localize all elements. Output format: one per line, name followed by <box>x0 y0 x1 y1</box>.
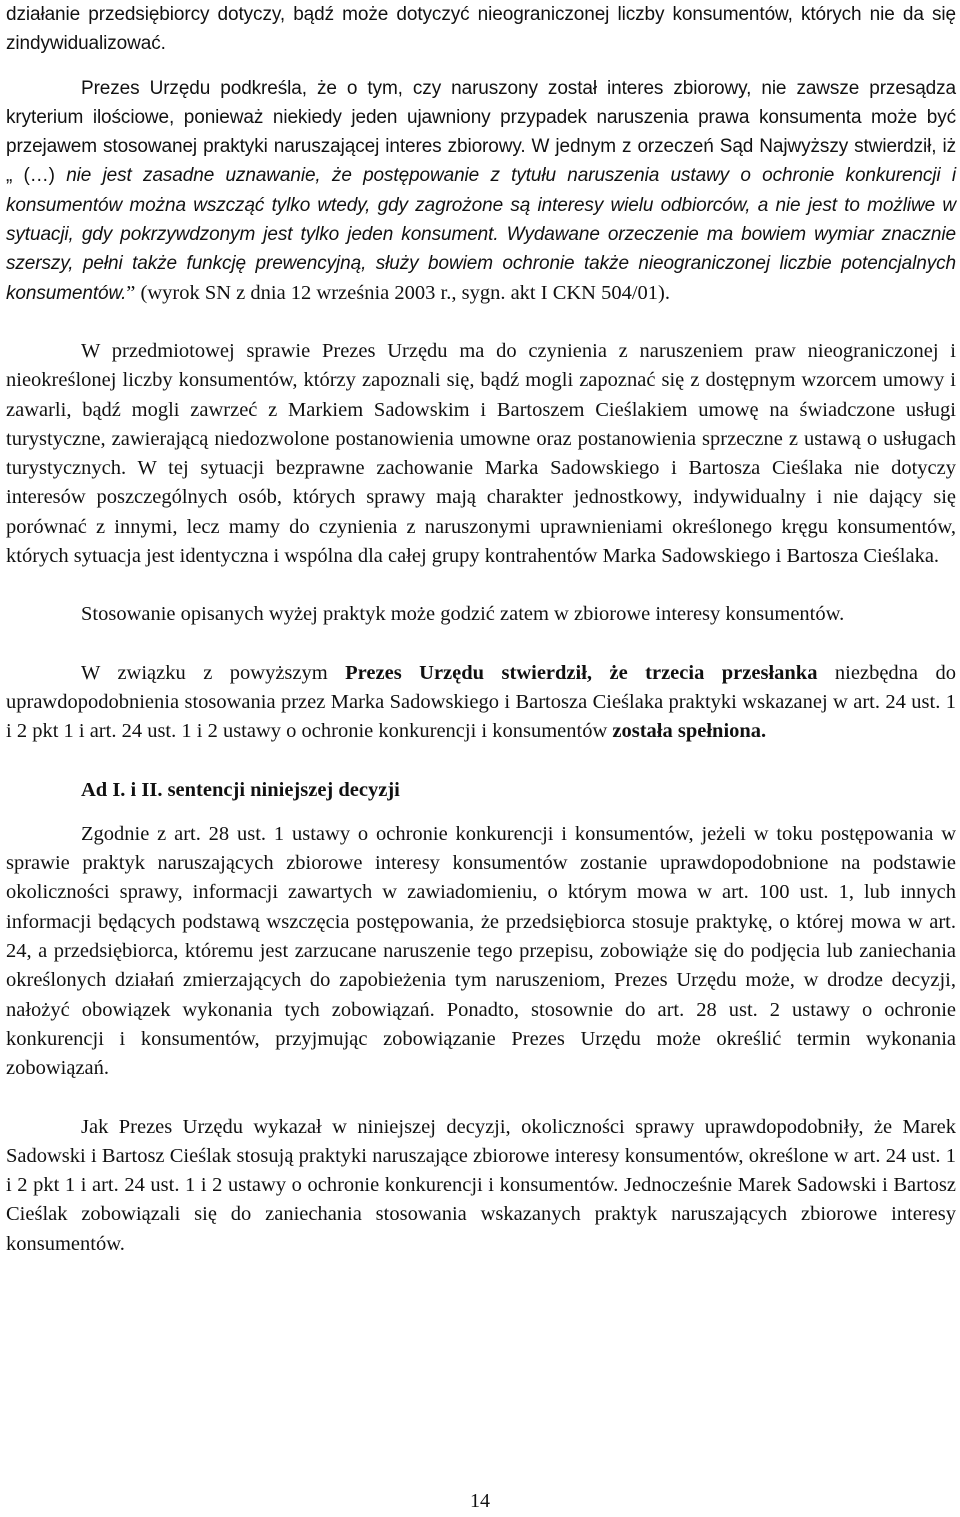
paragraph-gap <box>6 747 956 776</box>
paragraph-conclusion <box>6 659 956 747</box>
page-number: 14 <box>470 1490 490 1512</box>
paragraph-text: Prezes Urzędu podkreśla, że o tym, czy naruszony został interes zbiorowy, nie zawsze przesądza kryterium ilościowe, ponieważ niekiedy jeden ujawniony przypadek naruszenia prawa konsumenta może być przejawem stosowanej praktyki naruszającej interes zbiorowy. <box>6 77 956 158</box>
paragraph-gap <box>6 308 956 337</box>
bold-statement: została spełniona. <box>612 720 767 743</box>
paragraph-practices: Stosowanie opisanych wyżej praktyk może godzić zatem w zbiorowe interesy konsumentów. <box>81 603 845 626</box>
bold-statement: Prezes Urzędu stwierdził, że trzecia przesłanka <box>345 661 818 684</box>
court-citation: ” (wyrok SN z dnia 12 września 2003 r., sygn. akt I CKN 504/01). <box>126 281 670 304</box>
court-quote: nie jest zasadne uznawanie, że postępowanie z tytułu naruszenia ustawy o ochronie konkurencji i konsumentów można wszcząć tylko wtedy, gdy zagrożone są interesy wielu odbiorców, a nie jest to możliwe w sytuacji, gdy pokrzywdzonym jest tylko jeden konsument. Wydawane orzeczenie ma bowiem wymiar znacznie szerszy, pełni także funkcję prewencyjną, służy bowiem ochronie także nieograniczonej liczbie potencjalnych konsumentów. <box>6 165 956 304</box>
paragraph-gap <box>6 571 956 600</box>
document-page <box>6 0 956 1259</box>
paragraph-gap <box>6 59 956 74</box>
paragraph-present-case: W przedmiotowej sprawie Prezes Urzędu ma do czynienia z naruszeniem praw nieograniczonej i nieokreślonej liczby konsumentów, którzy zapoznali się, bądź mogli zapoznać się z dostępnym wzorcem umowy i zawarli, bądź mogli zawrzeć z Markiem Sadowskim i Bartoszem Cieślakiem umowę na świadczone usługi turystyczne, zawierającą niedozwolone postanowienia umowne oraz postanowienia sprzeczne z ustawą o usługach turystycznych. W tej sytuacji bezprawne zachowanie Marka Sadowskiego i Bartosza Cieślaka nie dotyczy interesów poszczególnych osób, których sprawy mają charakter jednostkowy, indywidualny i nie dający się porównać z innymi, lecz mamy do czynienia z naruszonymi uprawnieniami określonego kręgu konsumentów, których sytuacja jest identyczna i wspólna dla całej grupy kontrahentów Marka Sadowskiego i Bartosza Cieślaka. <box>6 339 956 568</box>
paragraph-text: W związku z powyższym <box>81 661 346 684</box>
paragraph-art-28: Zgodnie z art. 28 ust. 1 ustawy o ochronie konkurencji i konsumentów, jeżeli w toku postępowania w sprawie praktyk naruszających zbiorowe interesy konsumentów zostanie uprawdopodobnione na podstawie okoliczności sprawy, informacji zawartych w zawiadomieniu, o którym mowa w art. 100 ust. 1, lub innych informacji będących podstawą wszczęcia postępowania, że przedsiębiorca stosuje praktykę, o której mowa w art. 24, a przedsiębiorca, któremu jest zarzucane naruszenie tego przepisu, zobowiąże się do podjęcia lub zaniechania określonych działań zmierzających do zapobieżenia tym naruszeniom, Prezes Urzędu może, w drodze decyzji, nałożyć obowiązek wykonania tych zobowiązań. Ponadto, stosownie do art. 28 ust. 2 ustawy o ochronie konkurencji i konsumentów, przyjmując zobowiązanie Prezes Urzędu może określić termin wykonania zobowiązań. <box>6 822 956 1080</box>
paragraph-continuation: działanie przedsiębiorcy dotyczy, bądź może dotyczyć nieograniczonej liczby konsumentów, których nie da się zindywidualizować. <box>6 4 956 55</box>
paragraph-gap <box>6 630 956 659</box>
paragraph-text: niezbędna do uprawdopodobnienia stosowania przez Marka Sadowskiego i Bartosza Cieślaka praktyki wskazanej w art. 24 ust. 1 i 2 pkt 1 i art. 24 ust. 1 i 2 ustawy o ochronie konkurencji i konsumentów <box>6 661 956 743</box>
paragraph-gap <box>6 805 956 820</box>
paragraph-final: Jak Prezes Urzędu wykazał w niniejszej decyzji, okoliczności sprawy uprawdopodobniły, że Marek Sadowski i Bartosz Cieślak stosują praktyki naruszające zbiorowe interesy konsumentów, określone w art. 24 ust. 1 i 2 pkt 1 i art. 24 ust. 1 i 2 ustawy o ochronie konkurencji i konsumentów. Jednocześnie Marek Sadowski i Bartosz Cieślak zobowiązali się do zaniechania stosowania wskazanych praktyk naruszających zbiorowe interesy konsumentów. <box>6 1115 956 1255</box>
section-heading: Ad I. i II. sentencji niniejszej decyzji <box>81 778 400 801</box>
paragraph-text: W jednym z orzeczeń Sąd Najwyższy stwierdził, iż „ (…) <box>6 136 956 187</box>
paragraph-collective-interest <box>6 74 956 308</box>
paragraph-gap <box>6 1084 956 1113</box>
